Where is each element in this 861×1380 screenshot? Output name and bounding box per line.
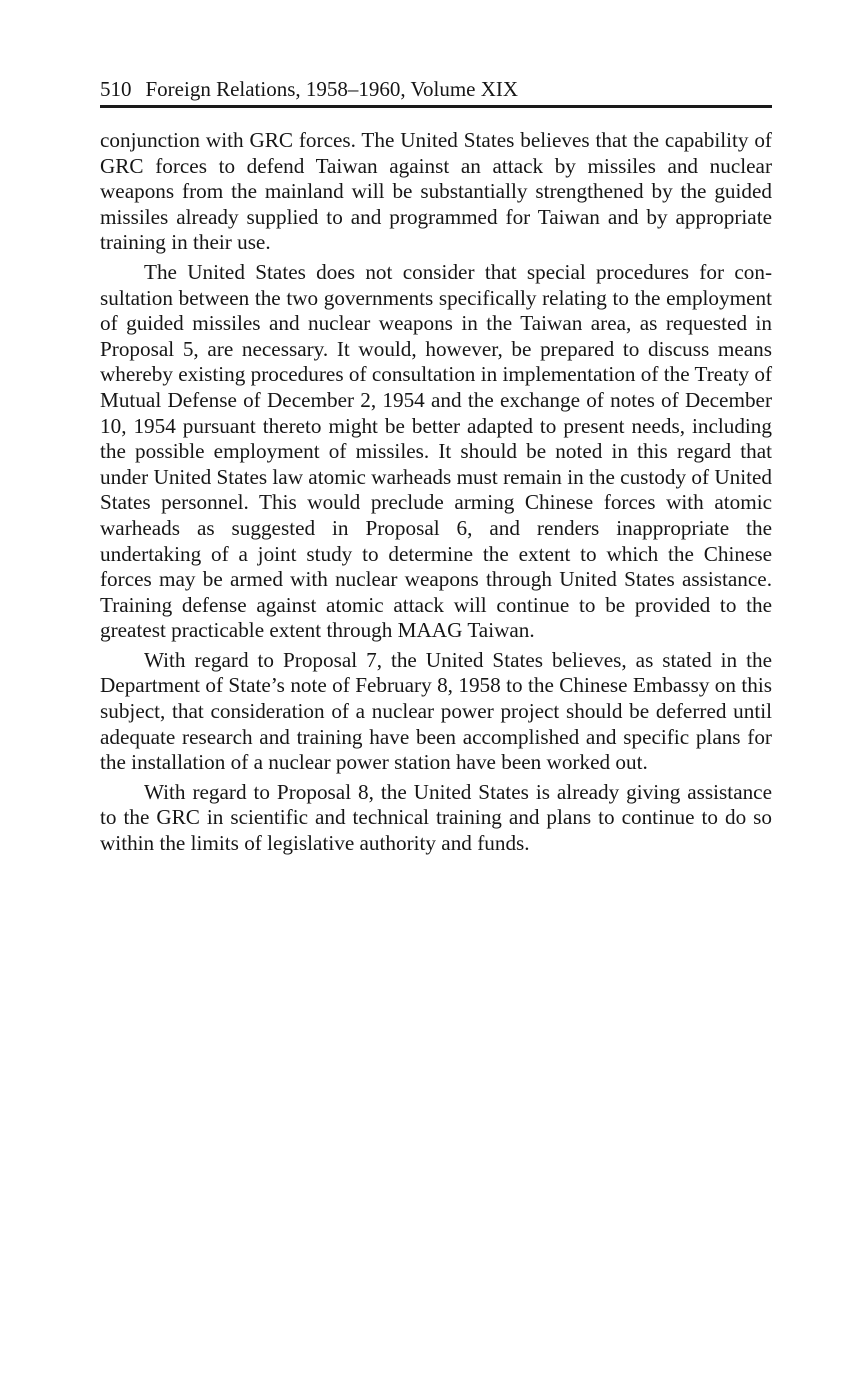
page-number: 510 bbox=[100, 77, 132, 101]
publication-title: Foreign Relations, 1958–1960, Volume XIX bbox=[145, 77, 519, 101]
paragraph-consultation: The United States does not consider that special procedures for consultation between the two governments specifically relating to the employment of guided missiles and nuclear weapons in the Taiwan area, as requested in Proposal 5, are necessary. It would, however, be prepared to discuss means whereby existing procedures of consultation in implementation of the Treaty of Mutual Defense of December 2, 1954 and the exchange of notes of December 10, 1954 pursuant thereto might be better adapted to present needs, including the possible employment of missiles. It should be noted in this regard that under United States law atomic warheads must remain in the custody of United States personnel. This would preclude arming Chinese forces with atomic warheads as suggested in Proposal 6, and renders inappropriate the undertaking of a joint study to determine the extent to which the Chinese forces may be armed with nuclear weapons through United States assistance. Training defense against atomic attack will continue to be provided to the greatest practicable extent through MAAG Taiwan. bbox=[100, 259, 772, 643]
paragraph-proposal-8: With regard to Proposal 8, the United States is already giving assistance to the GRC in scientific and technical training and plans to continue to do so within the limits of legislative authority and funds. bbox=[100, 779, 772, 856]
paragraph-continuation: conjunction with GRC forces. The United States believes that the capability of GRC forces to defend Taiwan against an attack by missiles and nuclear weapons from the mainland will be substantially strengthened by the guided missiles already supplied to and programmed for Taiwan and by appropriate training in their use. bbox=[100, 128, 772, 255]
running-header bbox=[100, 74, 772, 108]
body-text bbox=[100, 128, 772, 861]
paragraph-proposal-7: With regard to Proposal 7, the United States believes, as stated in the Department of State’s note of February 8, 1958 to the Chinese Embassy on this subject, that consideration of a nuclear power project should be deferred until adequate research and training have been accomplished and specific plans for the installation of a nuclear power station have been worked out. bbox=[100, 647, 772, 775]
